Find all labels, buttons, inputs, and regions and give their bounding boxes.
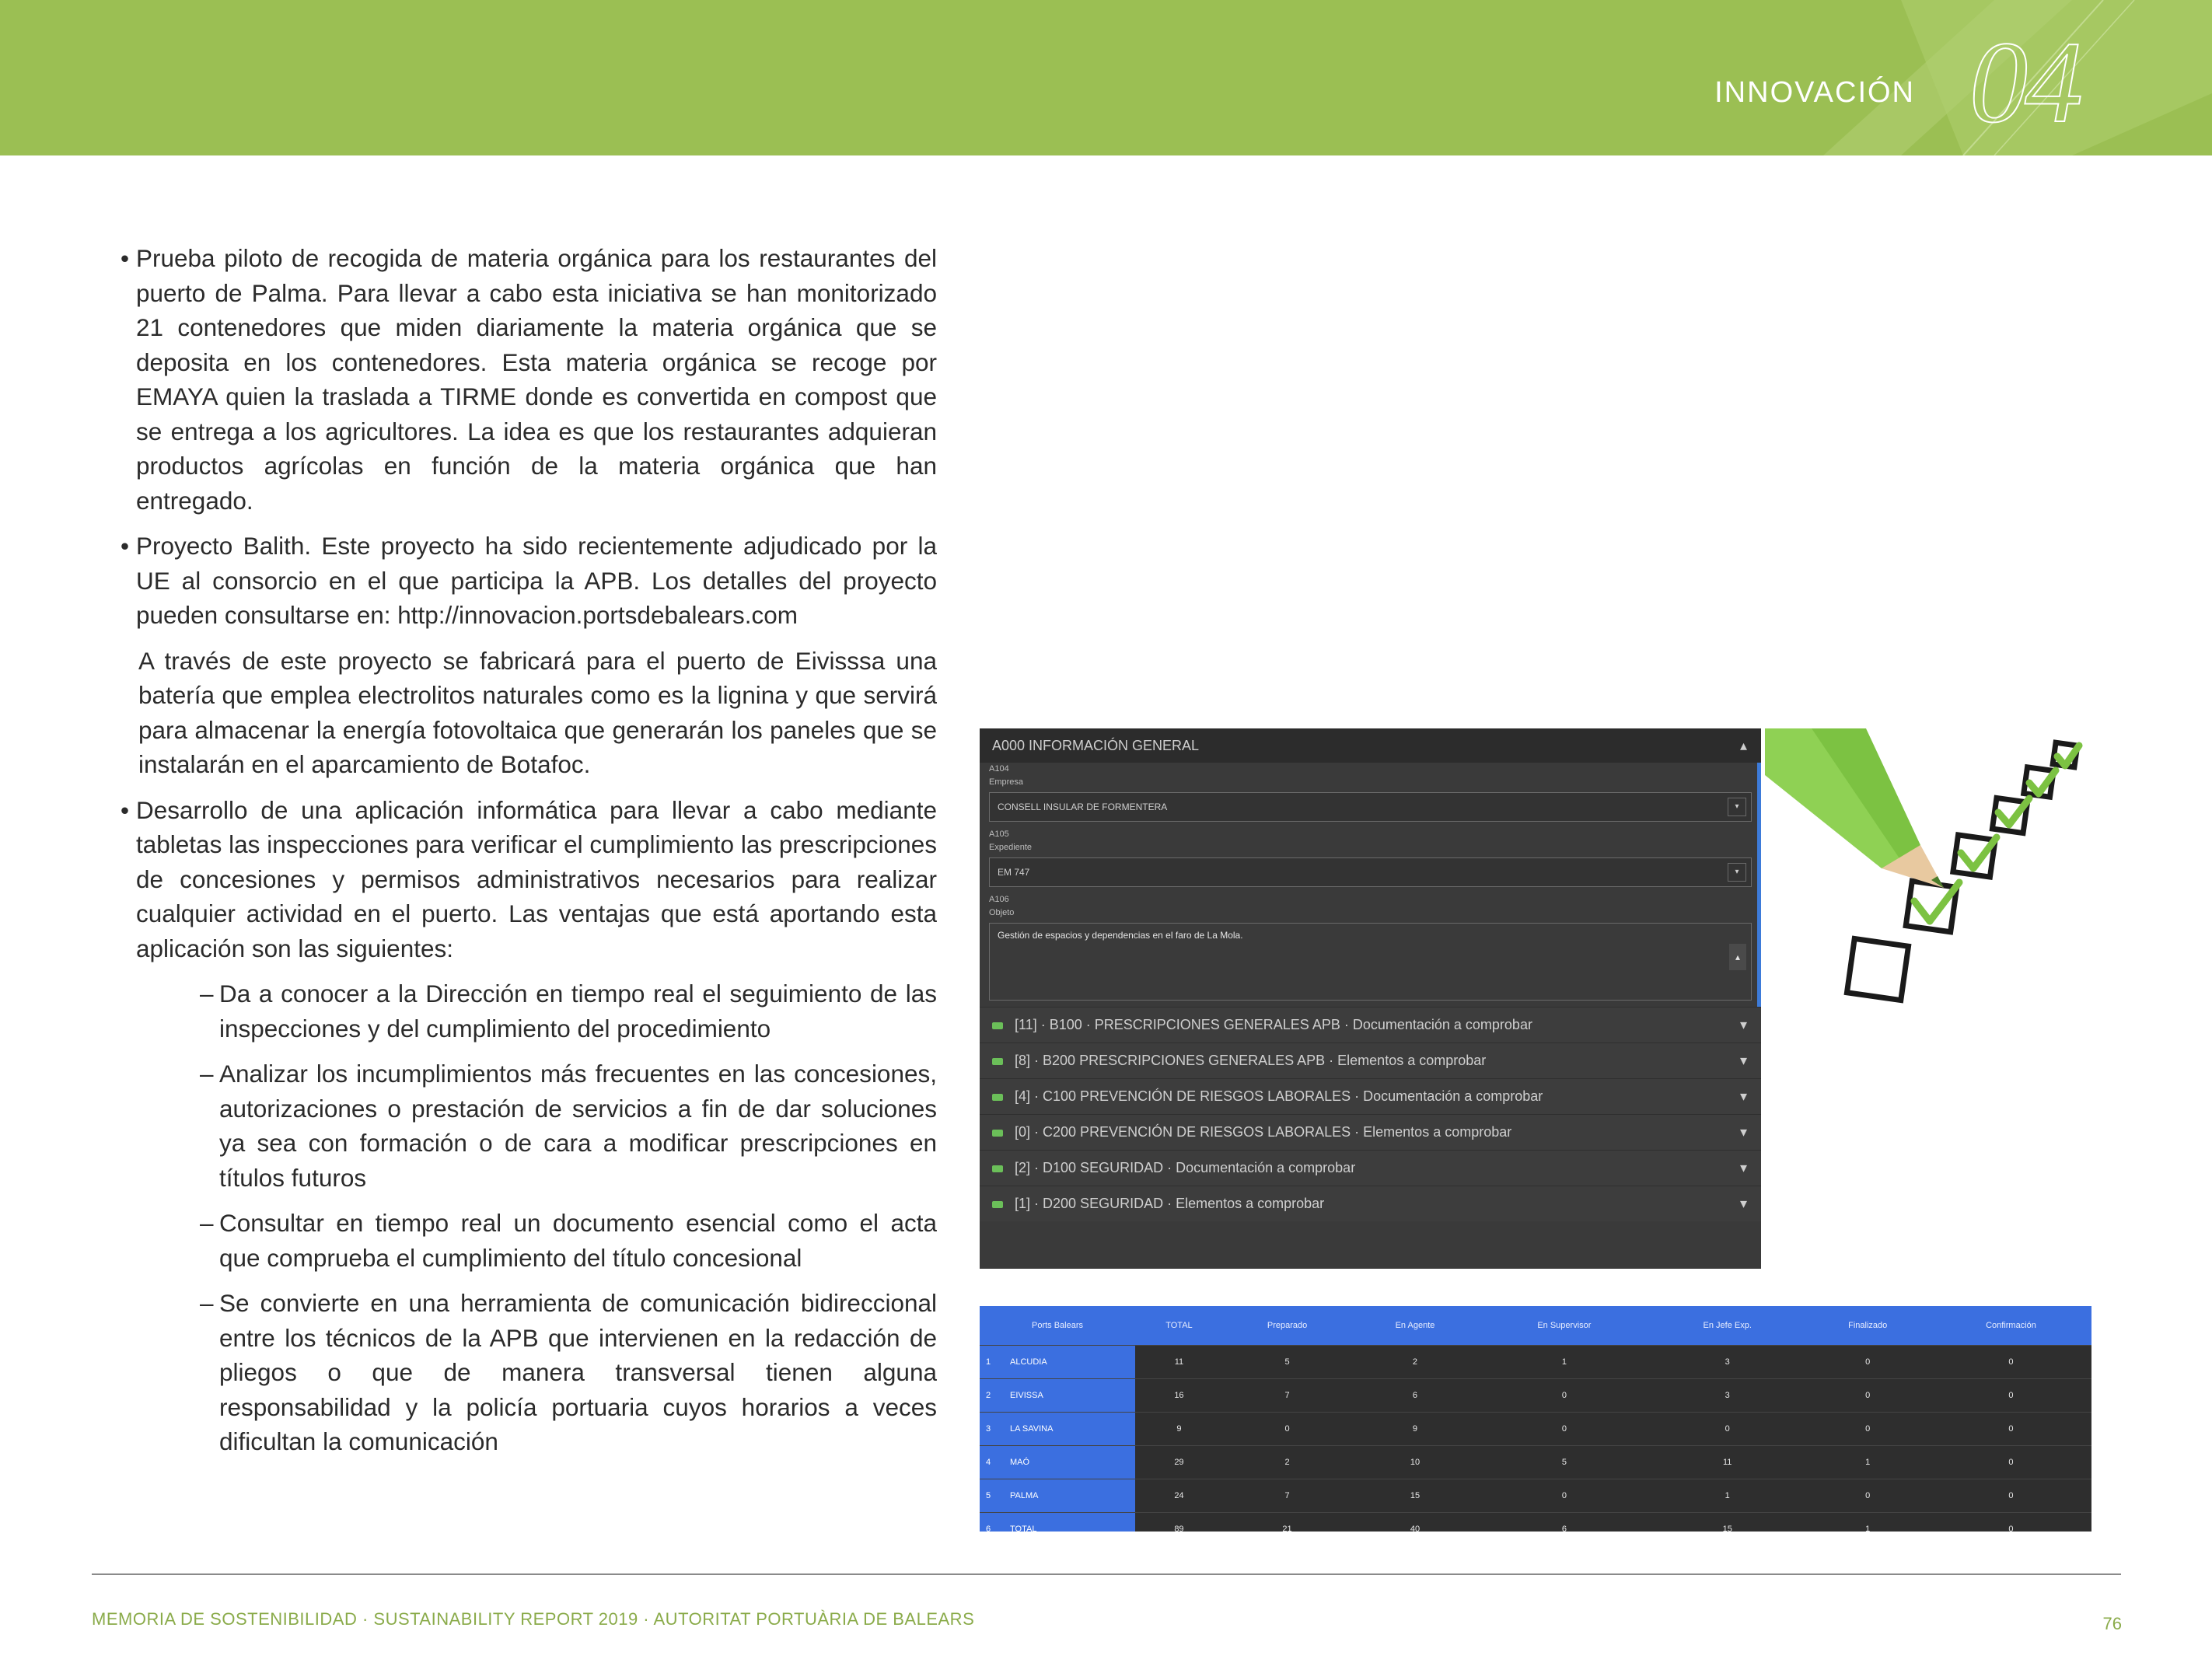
port-name: TOTAL <box>1002 1513 1135 1532</box>
checklist-section-row[interactable] <box>980 1078 1761 1114</box>
bullet-icon: • <box>121 795 130 824</box>
table-cell: 2 <box>1351 1346 1479 1379</box>
dropdown-icon: ▾ <box>1728 798 1746 816</box>
row-index: 4 <box>980 1446 1002 1479</box>
form-section-header[interactable] <box>980 728 1761 763</box>
dash-icon: – <box>200 1289 214 1317</box>
body-text <box>121 241 937 1470</box>
form-section-title: A000 INFORMACIÓN GENERAL <box>992 738 1200 753</box>
table-cell: 1 <box>1479 1346 1650 1379</box>
field-label: Empresa <box>989 777 1024 787</box>
table-row[interactable] <box>980 1379 2091 1413</box>
table-row[interactable] <box>980 1346 2091 1379</box>
tag-icon <box>992 1130 1003 1137</box>
checklist-section-row[interactable] <box>980 1007 1761 1043</box>
dash-icon: – <box>200 980 214 1008</box>
bullet-text: Prueba piloto de recogida de materia orgánica para los restaurantes del puerto de Palma. Para llevar a cabo esta iniciativa se han monitorizado 21 contenedores que miden diariamente la materia orgánica que se deposita en los contenedores. Esta materia orgánica se recoge por EMAYA quien la traslada a TIRME donde es convertida en compost que se entrega a los agricultores. La idea es que los restaurantes adquieran productos agrícolas en función de la materia orgánica que han entregado. <box>136 244 937 515</box>
table-cell: 0 <box>1805 1379 1931 1413</box>
table-cell: 0 <box>1931 1413 2091 1446</box>
port-name: EIVISSA <box>1002 1379 1135 1413</box>
bullet-item <box>121 793 937 966</box>
table-cell: 5 <box>1479 1446 1650 1479</box>
table-cell: 7 <box>1223 1379 1351 1413</box>
table-cell: 1 <box>1805 1446 1931 1479</box>
table-row[interactable] <box>980 1479 2091 1513</box>
section-label: [11] · B100 · PRESCRIPCIONES GENERALES APB · Documentación a comprobar <box>1015 1017 1532 1032</box>
table-total-row[interactable] <box>980 1513 2091 1532</box>
section-number: 04 <box>1969 18 2080 147</box>
column-header: Confirmación <box>1931 1306 2091 1346</box>
port-name: MAÓ <box>1002 1446 1135 1479</box>
objeto-value: Gestión de espacios y dependencias en el faro de La Mola. <box>998 930 1243 941</box>
table-cell: 29 <box>1135 1446 1223 1479</box>
dash-icon: – <box>200 1209 214 1237</box>
sub-item <box>121 976 937 1046</box>
column-header: Finalizado <box>1805 1306 1931 1346</box>
table-cell: 0 <box>1650 1413 1805 1446</box>
expand-caret-icon: ▾ <box>1739 1160 1747 1175</box>
checklist-pencil-illustration <box>1765 728 2091 1036</box>
tag-icon <box>992 1165 1003 1172</box>
expand-caret-icon: ▾ <box>1739 1088 1747 1104</box>
table-cell: 11 <box>1135 1346 1223 1379</box>
table-cell: 6 <box>1351 1379 1479 1413</box>
checklist-section-row[interactable] <box>980 1186 1761 1221</box>
port-name: LA SAVINA <box>1002 1413 1135 1446</box>
bullet-item <box>121 529 937 633</box>
table-cell: 0 <box>1805 1413 1931 1446</box>
table-cell: 0 <box>1479 1413 1650 1446</box>
table-cell: 16 <box>1135 1379 1223 1413</box>
table-cell: 1 <box>1805 1513 1931 1532</box>
table-cell: 21 <box>1223 1513 1351 1532</box>
table-cell: 9 <box>1351 1413 1479 1446</box>
table-row[interactable] <box>980 1446 2091 1479</box>
field-code: A106 <box>989 895 1009 904</box>
table-cell: 0 <box>1931 1379 2091 1413</box>
field-label: Objeto <box>989 908 1015 917</box>
row-index: 5 <box>980 1479 1002 1513</box>
table-header-row <box>980 1306 2091 1346</box>
table-cell: 0 <box>1931 1446 2091 1479</box>
empresa-field[interactable] <box>989 792 1752 822</box>
field-code: A105 <box>989 830 1009 839</box>
table-cell: 24 <box>1135 1479 1223 1513</box>
sub-item <box>121 1286 937 1459</box>
checklist-section-row[interactable] <box>980 1150 1761 1186</box>
table-cell: 0 <box>1479 1379 1650 1413</box>
textarea-expand-icon: ▴ <box>1729 944 1746 970</box>
table-cell: 15 <box>1351 1479 1479 1513</box>
section-label: [2] · D100 SEGURIDAD · Documentación a comprobar <box>1015 1160 1356 1175</box>
section-title: INNOVACIÓN <box>1714 76 1915 109</box>
paragraph: A través de este proyecto se fabricará para el puerto de Eivisssa una batería que emplea electrolitos naturales como es la lignina y que servirá para almacenar la energía fotovoltaica que generarán los paneles que se instalarán en el aparcamiento de Botafoc. <box>138 646 937 778</box>
empresa-value: CONSELL INSULAR DE FORMENTERA <box>998 802 1168 812</box>
table-cell: 0 <box>1805 1346 1931 1379</box>
port-name: PALMA <box>1002 1479 1135 1513</box>
expand-caret-icon: ▾ <box>1739 1196 1747 1211</box>
page-number: 76 <box>2102 1614 2122 1633</box>
column-header: Preparado <box>1223 1306 1351 1346</box>
checklist-section-row[interactable] <box>980 1114 1761 1150</box>
inspection-form-screenshot <box>980 728 1761 1269</box>
port-name: ALCUDIA <box>1002 1346 1135 1379</box>
footer-text: MEMORIA DE SOSTENIBILIDAD · SUSTAINABILITY REPORT 2019 · AUTORITAT PORTUÀRIA DE BALEARS <box>92 1609 975 1629</box>
table-cell: 89 <box>1135 1513 1223 1532</box>
section-label: [4] · C100 PREVENCIÓN DE RIESGOS LABORALES · Documentación a comprobar <box>1015 1088 1543 1104</box>
expediente-value: EM 747 <box>998 867 1030 878</box>
table-row[interactable] <box>980 1413 2091 1446</box>
column-header: TOTAL <box>1135 1306 1223 1346</box>
table-cell: 0 <box>1931 1513 2091 1532</box>
table-cell: 11 <box>1650 1446 1805 1479</box>
sub-item-text: Da a conocer a la Dirección en tiempo real el seguimiento de las inspecciones y del cumplimiento del procedimiento <box>219 980 937 1043</box>
sub-item-text: Se convierte en una herramienta de comunicación bidireccional entre los técnicos de la APB que intervienen en la redacción de pliegos o que de manera transversal tienen alguna responsabilidad y la policía portuaria cuyos horarios a veces dificultan la comunicación <box>219 1289 937 1455</box>
expand-caret-icon: ▾ <box>1739 1124 1747 1140</box>
table-cell: 0 <box>1479 1479 1650 1513</box>
tag-icon <box>992 1058 1003 1065</box>
column-header: Ports Balears <box>980 1306 1135 1346</box>
column-header: En Jefe Exp. <box>1650 1306 1805 1346</box>
table-cell: 10 <box>1351 1446 1479 1479</box>
dropdown-icon: ▾ <box>1728 863 1746 882</box>
column-header: En Agente <box>1351 1306 1479 1346</box>
expand-caret-icon: ▾ <box>1739 1053 1747 1068</box>
row-index: 2 <box>980 1379 1002 1413</box>
section-label: [1] · D200 SEGURIDAD · Elementos a comprobar <box>1015 1196 1325 1211</box>
inspections-table <box>980 1306 2091 1532</box>
table-cell: 1 <box>1650 1479 1805 1513</box>
field-code: A104 <box>989 764 1009 774</box>
bullet-icon: • <box>121 244 130 272</box>
sub-item <box>121 1057 937 1195</box>
table-cell: 9 <box>1135 1413 1223 1446</box>
header-band <box>0 0 2212 155</box>
table-cell: 15 <box>1650 1513 1805 1532</box>
sub-item-text: Analizar los incumplimientos más frecuentes en las concesiones, autorizaciones o prestación de servicios a fin de dar soluciones ya sea con formación o de cara a modificar prescripciones en títulos futuros <box>219 1060 937 1192</box>
table-cell: 0 <box>1805 1479 1931 1513</box>
section-label: [0] · C200 PREVENCIÓN DE RIESGOS LABORALES · Elementos a comprobar <box>1015 1124 1512 1140</box>
table-cell: 3 <box>1650 1379 1805 1413</box>
footer-divider <box>92 1573 2121 1575</box>
table-cell: 40 <box>1351 1513 1479 1532</box>
port-inspections-table-screenshot <box>980 1306 2091 1532</box>
collapse-caret-icon: ▴ <box>1739 738 1747 753</box>
table-cell: 3 <box>1650 1346 1805 1379</box>
table-cell: 0 <box>1931 1346 2091 1379</box>
row-index: 1 <box>980 1346 1002 1379</box>
section-label: [8] · B200 PRESCRIPCIONES GENERALES APB · Elementos a comprobar <box>1015 1053 1487 1068</box>
table-cell: 5 <box>1223 1346 1351 1379</box>
bullet-icon: • <box>121 532 130 560</box>
tag-icon <box>992 1022 1003 1029</box>
tag-icon <box>992 1201 1003 1208</box>
table-cell: 0 <box>1931 1479 2091 1513</box>
table-cell: 7 <box>1223 1479 1351 1513</box>
row-index: 6 <box>980 1513 1002 1532</box>
column-header: En Supervisor <box>1479 1306 1650 1346</box>
sub-item-text: Consultar en tiempo real un documento esencial como el acta que comprueba el cumplimiento del título concesional <box>219 1209 937 1272</box>
sub-item <box>121 1206 937 1275</box>
table-cell: 6 <box>1479 1513 1650 1532</box>
bullet-text: Desarrollo de una aplicación informática para llevar a cabo mediante tabletas las inspecciones para verificar el cumplimiento las prescripciones de concesiones y permisos administrativos necesarios para realizar cualquier actividad en el puerto. Las ventajas que está aportando esta aplicación son las siguientes: <box>136 795 937 962</box>
table-cell: 0 <box>1223 1413 1351 1446</box>
dash-icon: – <box>200 1060 214 1088</box>
expand-caret-icon: ▾ <box>1739 1017 1747 1032</box>
field-label: Expediente <box>989 843 1033 852</box>
tag-icon <box>992 1094 1003 1101</box>
expediente-field[interactable] <box>989 857 1752 887</box>
table-cell: 2 <box>1223 1446 1351 1479</box>
objeto-textarea[interactable] <box>989 923 1752 1001</box>
checklist-section-row[interactable] <box>980 1043 1761 1078</box>
bullet-item <box>121 241 937 518</box>
bullet-text: Proyecto Balith. Este proyecto ha sido recientemente adjudicado por la UE al consorcio en el que participa la APB. Los detalles del proyecto pueden consultarse en: http://innovacion.portsdebalears.com <box>136 532 937 629</box>
row-index: 3 <box>980 1413 1002 1446</box>
